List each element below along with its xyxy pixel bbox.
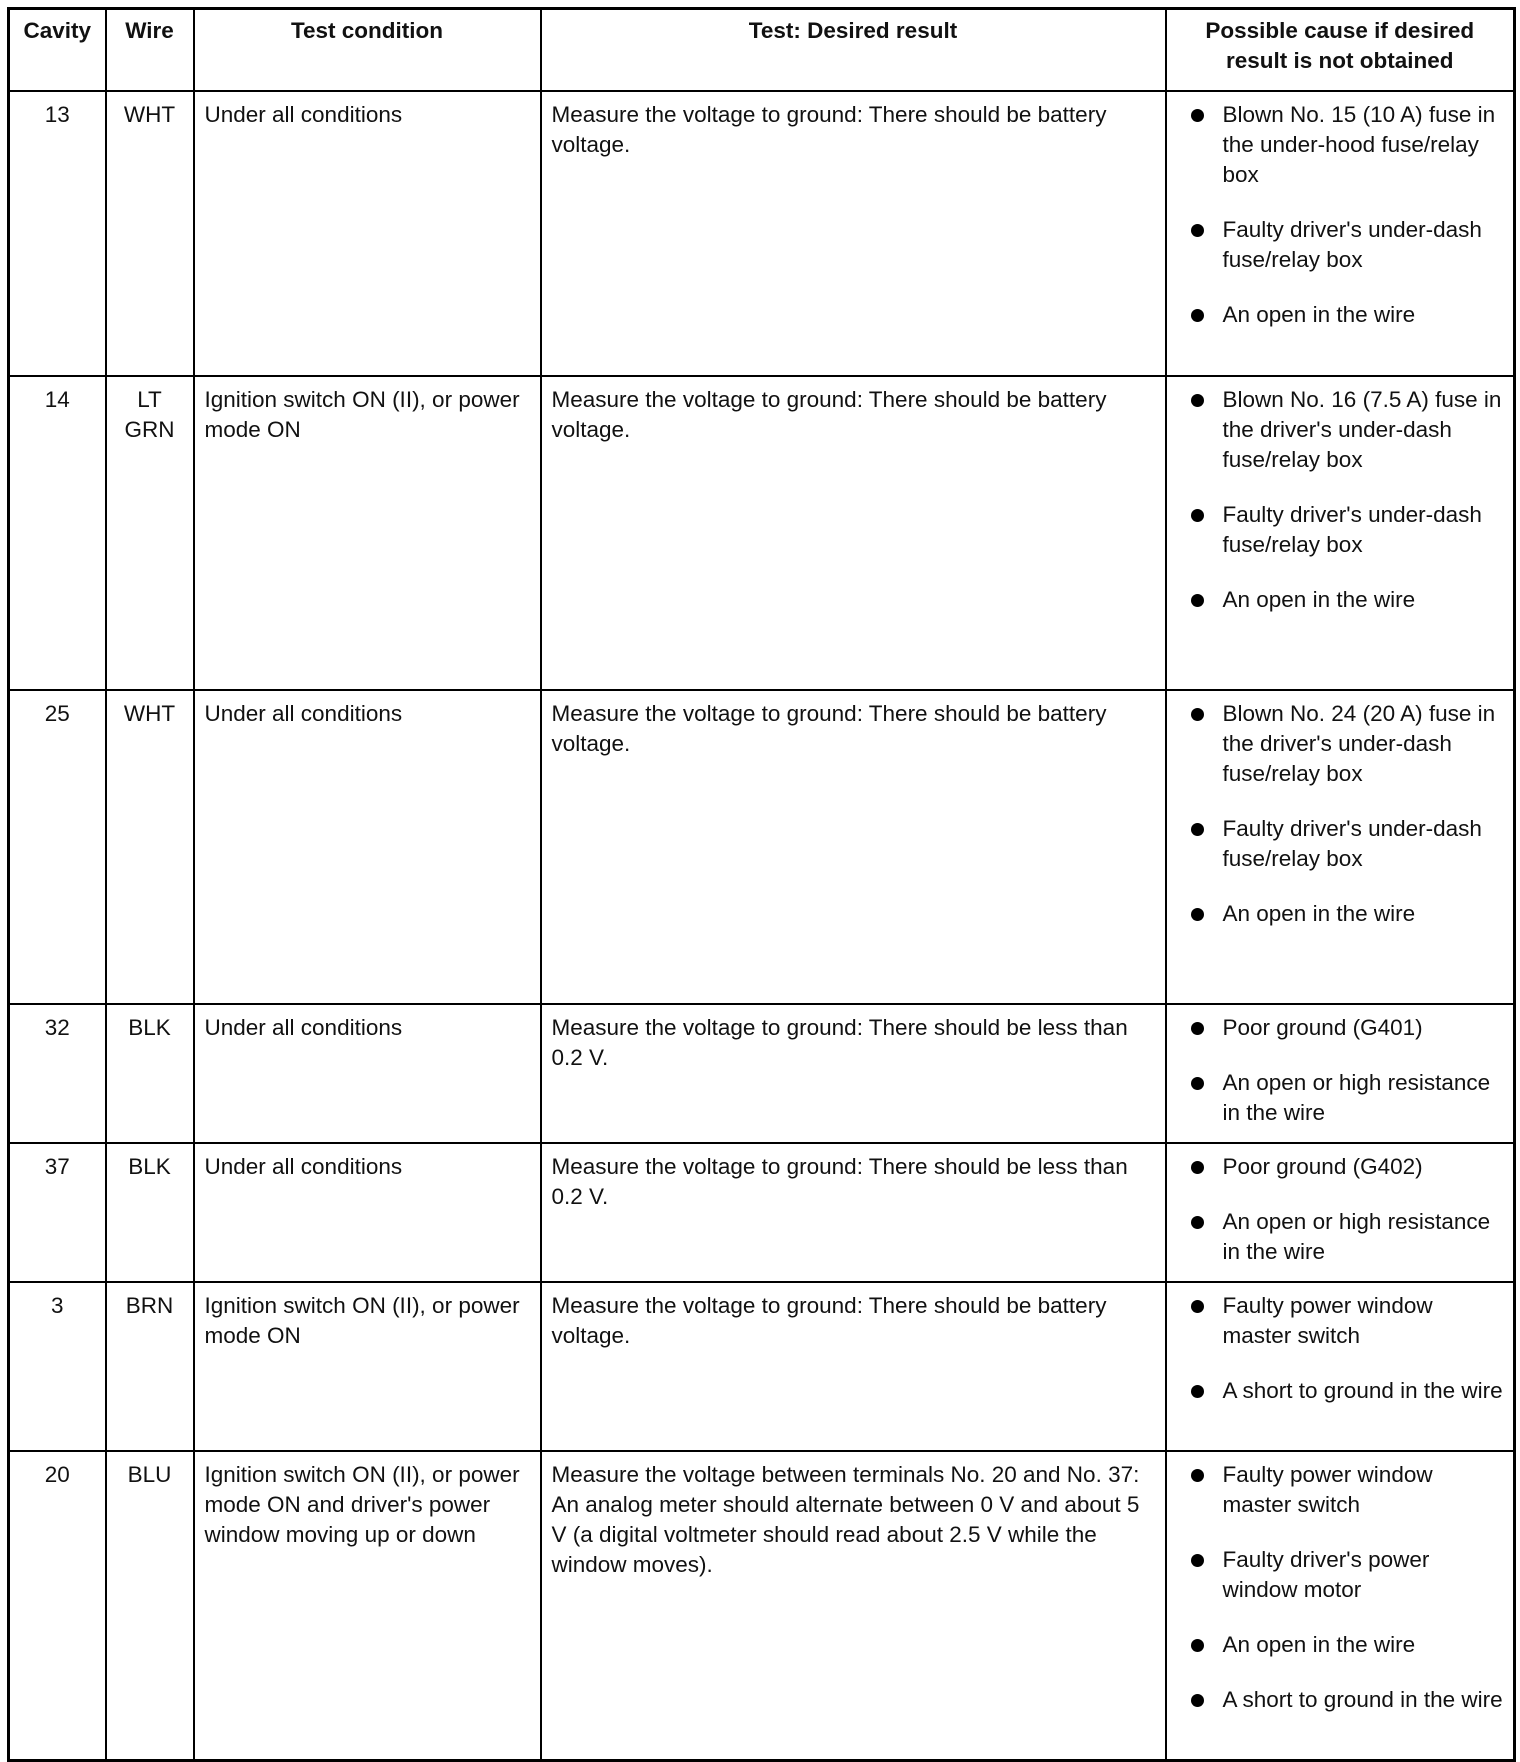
cavity-cell: 32 (9, 1004, 106, 1143)
cause-item (1191, 1685, 1504, 1715)
table-row (9, 1143, 1515, 1282)
bullet-icon (1191, 1554, 1204, 1567)
table-row (9, 690, 1515, 1004)
cause-item (1191, 899, 1504, 929)
cause-item (1191, 385, 1504, 475)
header-test-condition: Test condition (194, 9, 541, 91)
condition-cell: Ignition switch ON (II), or power mode ON and driver's power window moving up or down (194, 1451, 541, 1761)
cavity-cell: 37 (9, 1143, 106, 1282)
bullet-icon (1191, 1077, 1204, 1090)
bullet-icon (1191, 1161, 1204, 1174)
bullet-icon (1191, 309, 1204, 322)
bullet-icon (1191, 509, 1204, 522)
causes-cell (1166, 690, 1515, 1004)
bullet-icon (1191, 908, 1204, 921)
cause-item (1191, 1630, 1504, 1660)
cavity-cell: 14 (9, 376, 106, 690)
condition-cell: Under all conditions (194, 1004, 541, 1143)
cause-text: Faulty driver's under-dash fuse/relay box (1222, 815, 1482, 871)
header-cavity: Cavity (9, 9, 106, 91)
table-row (9, 376, 1515, 690)
bullet-icon (1191, 1216, 1204, 1229)
cause-text: Faulty power window master switch (1222, 1461, 1433, 1517)
cause-item (1191, 100, 1504, 190)
header-possible-cause: Possible cause if desired result is not obtained (1166, 9, 1515, 91)
wire-cell: WHT (106, 91, 194, 376)
bullet-icon (1191, 1469, 1204, 1482)
bullet-icon (1191, 1385, 1204, 1398)
table-row (9, 91, 1515, 376)
bullet-icon (1191, 394, 1204, 407)
causes-list (1191, 1013, 1504, 1128)
result-cell: Measure the voltage to ground: There should be battery voltage. (541, 690, 1166, 1004)
cause-text: Poor ground (G402) (1222, 1153, 1423, 1179)
bullet-icon (1191, 1639, 1204, 1652)
causes-cell (1166, 1451, 1515, 1761)
header-desired-result: Test: Desired result (541, 9, 1166, 91)
wire-cell: BRN (106, 1282, 194, 1451)
cavity-cell: 13 (9, 91, 106, 376)
table-row (9, 1451, 1515, 1761)
result-cell: Measure the voltage to ground: There should be less than 0.2 V. (541, 1004, 1166, 1143)
causes-cell (1166, 1004, 1515, 1143)
causes-list (1191, 1152, 1504, 1267)
cause-text: An open in the wire (1222, 1631, 1416, 1657)
cavity-cell: 20 (9, 1451, 106, 1761)
wire-cell: WHT (106, 690, 194, 1004)
cause-text: Faulty power window master switch (1222, 1292, 1433, 1348)
cause-item (1191, 1545, 1504, 1605)
bullet-icon (1191, 109, 1204, 122)
cause-item (1191, 585, 1504, 615)
condition-cell: Under all conditions (194, 1143, 541, 1282)
cause-text: Faulty driver's under-dash fuse/relay box (1222, 501, 1482, 557)
result-cell: Measure the voltage to ground: There should be battery voltage. (541, 376, 1166, 690)
cause-text: Blown No. 16 (7.5 A) fuse in the driver's under-dash fuse/relay box (1222, 386, 1502, 472)
bullet-icon (1191, 594, 1204, 607)
cause-item (1191, 1291, 1504, 1351)
cause-text: A short to ground in the wire (1222, 1686, 1503, 1712)
bullet-icon (1191, 823, 1204, 836)
cause-text: A short to ground in the wire (1222, 1377, 1503, 1403)
cause-text: Blown No. 24 (20 A) fuse in the driver's under-dash fuse/relay box (1222, 700, 1496, 786)
condition-cell: Ignition switch ON (II), or power mode ON (194, 376, 541, 690)
causes-list (1191, 385, 1504, 615)
cause-text: An open in the wire (1222, 586, 1416, 612)
table-row (9, 1004, 1515, 1143)
bullet-icon (1191, 1300, 1204, 1313)
header-wire: Wire (106, 9, 194, 91)
condition-cell: Under all conditions (194, 690, 541, 1004)
causes-cell (1166, 1282, 1515, 1451)
result-cell: Measure the voltage to ground: There should be battery voltage. (541, 91, 1166, 376)
cause-item (1191, 1460, 1504, 1520)
cause-item (1191, 1013, 1504, 1043)
cause-item (1191, 1207, 1504, 1267)
causes-list (1191, 100, 1504, 330)
wire-cell: BLK (106, 1004, 194, 1143)
wire-cell: LT GRN (106, 376, 194, 690)
cause-item (1191, 215, 1504, 275)
wire-cell: BLU (106, 1451, 194, 1761)
cause-item (1191, 300, 1504, 330)
cause-text: Faulty driver's power window motor (1222, 1546, 1430, 1602)
cause-text: An open in the wire (1222, 301, 1416, 327)
cause-item (1191, 500, 1504, 560)
causes-list (1191, 1460, 1504, 1715)
cavity-cell: 25 (9, 690, 106, 1004)
result-cell: Measure the voltage between terminals No. 20 and No. 37: An analog meter should alternate between 0 V and about 5 V (a digital voltmeter should read about 2.5 V while the window moves). (541, 1451, 1166, 1761)
cause-item (1191, 814, 1504, 874)
result-cell: Measure the voltage to ground: There should be battery voltage. (541, 1282, 1166, 1451)
causes-cell (1166, 91, 1515, 376)
causes-list (1191, 1291, 1504, 1406)
causes-cell (1166, 376, 1515, 690)
cause-text: An open or high resistance in the wire (1222, 1069, 1491, 1125)
bullet-icon (1191, 224, 1204, 237)
cause-text: Faulty driver's under-dash fuse/relay box (1222, 216, 1482, 272)
bullet-icon (1191, 708, 1204, 721)
condition-cell: Under all conditions (194, 91, 541, 376)
condition-cell: Ignition switch ON (II), or power mode ON (194, 1282, 541, 1451)
cause-text: An open in the wire (1222, 900, 1416, 926)
cause-item (1191, 1376, 1504, 1406)
header-row (9, 9, 1515, 91)
table-row (9, 1282, 1515, 1451)
causes-list (1191, 699, 1504, 929)
bullet-icon (1191, 1022, 1204, 1035)
cause-text: Blown No. 15 (10 A) fuse in the under-hood fuse/relay box (1222, 101, 1496, 187)
cause-text: An open or high resistance in the wire (1222, 1208, 1491, 1264)
result-cell: Measure the voltage to ground: There should be less than 0.2 V. (541, 1143, 1166, 1282)
cavity-cell: 3 (9, 1282, 106, 1451)
bullet-icon (1191, 1694, 1204, 1707)
wire-cell: BLK (106, 1143, 194, 1282)
cause-item (1191, 699, 1504, 789)
connector-test-table (7, 7, 1516, 1762)
causes-cell (1166, 1143, 1515, 1282)
cause-item (1191, 1068, 1504, 1128)
cause-text: Poor ground (G401) (1222, 1014, 1423, 1040)
cause-item (1191, 1152, 1504, 1182)
